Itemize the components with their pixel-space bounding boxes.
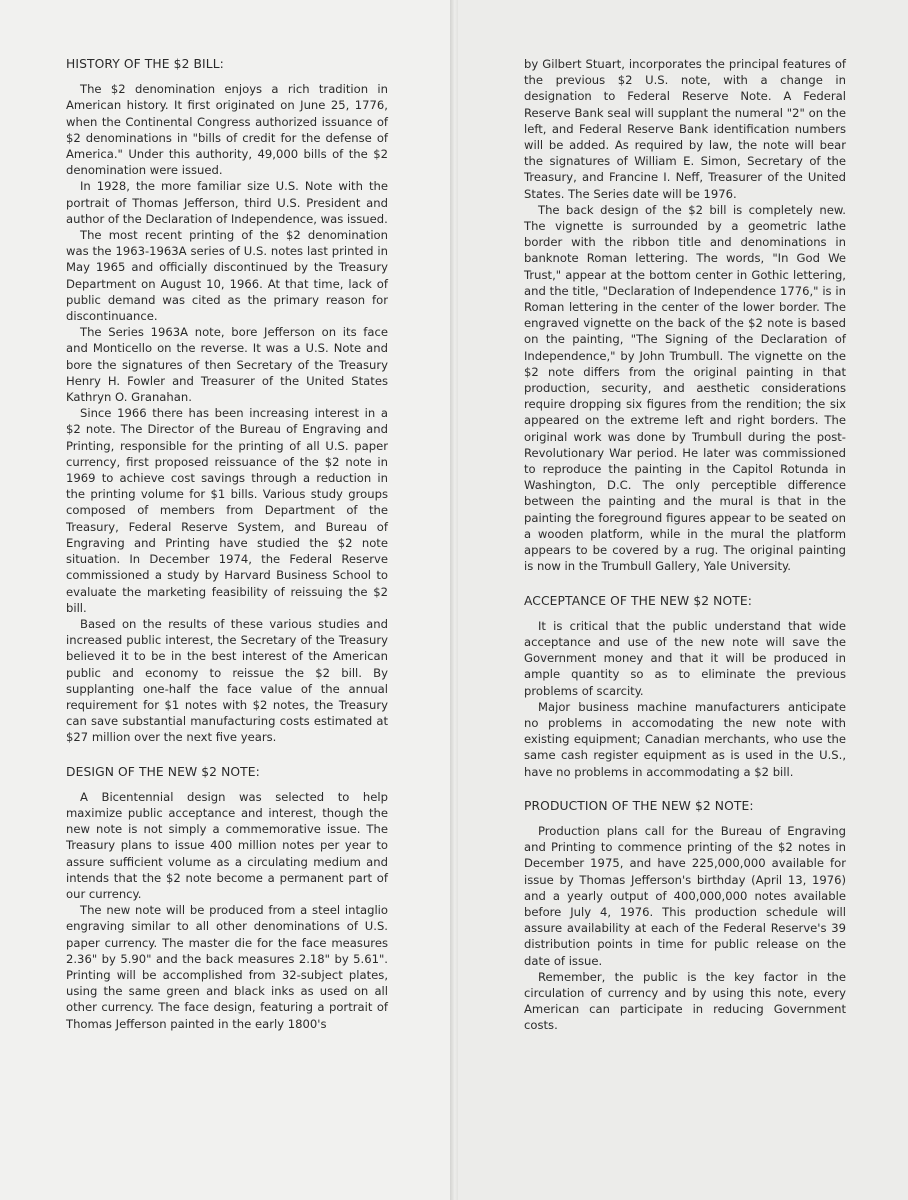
design-paragraph-1: A Bicentennial design was selected to help maximize public acceptance and interest, though the new note is not simply a commemorative issue. The Treasury plans to issue 400 million notes per year to assure sufficient volume as a circulating medium and intends that the $2 note become a permanent part of our currency. xyxy=(66,789,388,901)
acceptance-paragraph-2: Major business machine manufacturers anticipate no problems in accomodating the new note with existing equipment; Canadian merchants, who use the same cash register equipment as is used in the U.S., have no problems in accommodating a $2 bill. xyxy=(524,699,846,779)
design-section xyxy=(66,764,388,1032)
design-continued-paragraph-2: The back design of the $2 bill is completely new. The vignette is surrounded by a geometric lathe border with the ribbon title and denominations in banknote Roman lettering. The words, "In God We Trust," appear at the bottom center in Gothic lettering, and the title, "Declaration of Independence 1776," is in Roman lettering in the center of the lower border. The engraved vignette on the back of the $2 note is based on the painting, "The Signing of the Declaration of Independence," by John Trumbull. The vignette on the $2 note differs from the original painting in that production, security, and aesthetic considerations require dropping six figures from the rendition; the six appeared on the extreme left and right borders. The original work was done by Trumbull during the post-Revolutionary War period. He later was commissioned to reproduce the painting in the Capitol Rotunda in Washington, D.C. The only perceptible difference between the painting and the mural is that in the painting the foreground figures appear to be seated on a wooden platform, while in the mural the platform appears to be covered by a rug. The original painting is now in the Trumbull Gallery, Yale University. xyxy=(524,202,846,574)
section-spacer xyxy=(524,575,846,593)
history-paragraph-1: The $2 denomination enjoys a rich tradition in American history. It first originated on June 25, 1776, when the Continental Congress authorized issuance of $2 denominations in "bills of credit for the defense of America." Under this authority, 49,000 bills of the $2 denomination were issued. xyxy=(66,82,388,178)
history-paragraph-3: The most recent printing of the $2 denomination was the 1963-1963A series of U.S. notes last printed in May 1965 and officially discontinued by the Treasury Department on August 10, 1966. At that time, lack of public demand was cited as the primary reason for discontinuance. xyxy=(66,228,388,324)
section-spacer xyxy=(66,746,388,764)
history-heading: HISTORY OF THE $2 BILL: xyxy=(66,57,224,71)
design-paragraph-2: The new note will be produced from a steel intaglio engraving similar to all other denominations of U.S. paper currency. The master die for the face measures 2.36" by 5.90" and the back measures 2.18" by 5.61". Printing will be accomplished from 32-subject plates, using the same green and black inks as used on all other currency. The face design, featuring a portrait of Thomas Jefferson painted in the early 1800's xyxy=(66,903,388,1031)
history-paragraph-5: Since 1966 there has been increasing interest in a $2 note. The Director of the Bureau of Engraving and Printing, responsible for the printing of all U.S. paper currency, first proposed reissuance of the $2 note in 1969 to achieve cost savings through a reduction in the printing volume for $1 bills. Various study groups composed of members from Department of the Treasury, Federal Reserve System, and Bureau of Engraving and Printing have studied the $2 note situation. In December 1974, the Federal Reserve commissioned a study by Harvard Business School to evaluate the marketing feasibility of reissuing the $2 bill. xyxy=(66,406,388,615)
production-section xyxy=(524,798,846,1034)
production-paragraph-1: Production plans call for the Bureau of Engraving and Printing to commence printing of the $2 notes in December 1975, and have 225,000,000 available for issue by Thomas Jefferson's birthday (April 13, 1976) and a yearly output of 400,000,000 notes available before July 4, 1976. This production schedule will assure availability at each of the Federal Reserve's 39 distribution points in time for public release on the date of issue. xyxy=(524,823,846,968)
design-continued-paragraph-1: by Gilbert Stuart, incorporates the principal features of the previous $2 U.S. note, with a change in designation to Federal Reserve Note. A Federal Reserve Bank seal will supplant the numeral "2" on the left, and Federal Reserve Bank identification numbers will be added. As required by law, the note will bear the signatures of William E. Simon, Secretary of the Treasury, and Francine I. Neff, Treasurer of the United States. The Series date will be 1976. xyxy=(524,57,846,201)
acceptance-section xyxy=(524,593,846,780)
section-spacer xyxy=(524,780,846,798)
production-heading: PRODUCTION OF THE NEW $2 NOTE: xyxy=(524,798,754,813)
left-column xyxy=(66,56,388,1032)
production-paragraph-2: Remember, the public is the key factor in the circulation of currency and by using this note, every American can participate in reducing Government costs. xyxy=(524,969,846,1033)
acceptance-heading: ACCEPTANCE OF THE NEW $2 NOTE: xyxy=(524,593,752,608)
history-section xyxy=(66,56,388,746)
design-continued-section xyxy=(524,56,846,575)
center-fold xyxy=(450,0,458,1200)
acceptance-paragraph-1: It is critical that the public understand that wide acceptance and use of the new note will save the Government money and that it will be produced in ample quantity so as to eliminate the previous problems of scarcity. xyxy=(524,618,846,698)
design-heading: DESIGN OF THE NEW $2 NOTE: xyxy=(66,764,260,779)
right-column xyxy=(524,56,846,1034)
history-paragraph-4: The Series 1963A note, bore Jefferson on its face and Monticello on the reverse. It was a U.S. Note and bore the signatures of then Secretary of the Treasury Henry H. Fowler and Treasurer of the United States Kathryn O. Granahan. xyxy=(66,325,388,405)
history-paragraph-6: Based on the results of these various studies and increased public interest, the Secretary of the Treasury believed it to be in the best interest of the American public and economy to reissue the $2 bill. By supplanting one-half the face value of the annual requirement for $1 notes with $2 notes, the Treasury can save substantial manufacturing costs estimated at $27 million over the next five years. xyxy=(66,616,388,745)
history-paragraph-2: In 1928, the more familiar size U.S. Note with the portrait of Thomas Jefferson, third U.S. President and author of the Declaration of Independence, was issued. xyxy=(66,179,388,226)
